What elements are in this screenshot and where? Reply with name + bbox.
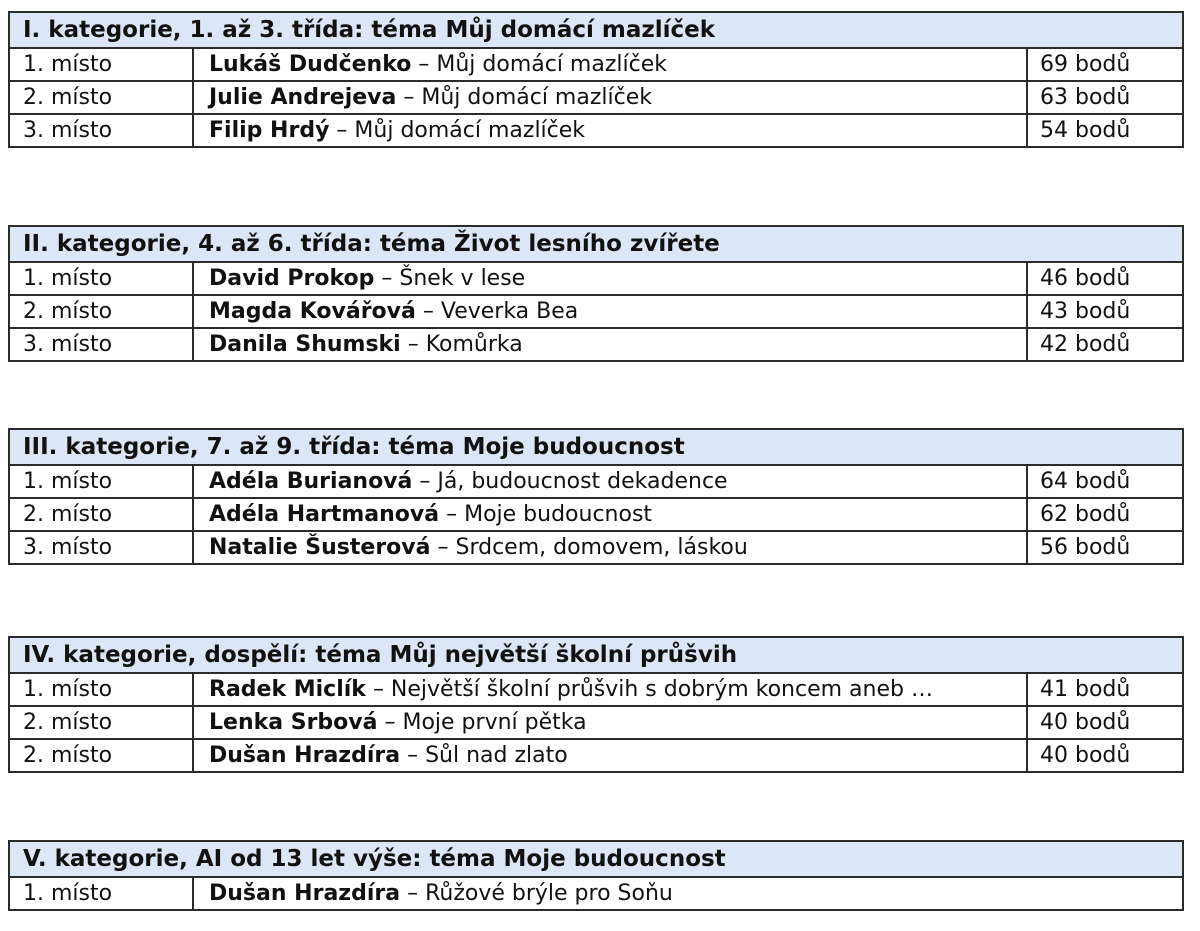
author-name: Adéla Burianová [209, 469, 413, 494]
entry-cell [193, 739, 1027, 772]
place-cell: 2. místo [9, 295, 193, 328]
work-title: – Moje budoucnost [446, 502, 653, 527]
place-cell: 2. místo [9, 498, 193, 531]
result-row [9, 877, 1183, 910]
author-name: Magda Kovářová [209, 299, 416, 324]
entry-cell [193, 498, 1027, 531]
entry-cell [193, 465, 1027, 498]
points-cell: 54 bodů [1027, 114, 1183, 147]
category-table-4 [8, 636, 1184, 773]
work-title: – Srdcem, domovem, láskou [437, 535, 748, 560]
entry-cell [193, 877, 1183, 910]
work-title: – Můj domácí mazlíček [403, 85, 652, 110]
entry-cell [193, 295, 1027, 328]
points-cell: 64 bodů [1027, 465, 1183, 498]
author-name: Danila Shumski [209, 332, 401, 357]
author-name: Adéla Hartmanová [209, 502, 440, 527]
result-row [9, 81, 1183, 114]
author-name: Lukáš Dudčenko [209, 52, 412, 77]
place-cell: 2. místo [9, 706, 193, 739]
place-cell: 1. místo [9, 673, 193, 706]
result-row [9, 114, 1183, 147]
result-row [9, 295, 1183, 328]
author-name: Radek Miclík [209, 677, 366, 702]
points-cell: 69 bodů [1027, 48, 1183, 81]
category-table-5 [8, 840, 1184, 911]
place-cell: 3. místo [9, 328, 193, 361]
category-header-row [9, 429, 1183, 465]
author-name: Lenka Srbová [209, 710, 378, 735]
points-cell: 43 bodů [1027, 295, 1183, 328]
points-cell: 46 bodů [1027, 262, 1183, 295]
category-title: I. kategorie, 1. až 3. třída: téma Můj domácí mazlíček [9, 12, 1183, 48]
author-name: Natalie Šusterová [209, 535, 431, 560]
place-cell: 2. místo [9, 739, 193, 772]
entry-cell [193, 81, 1027, 114]
author-name: Julie Andrejeva [209, 85, 397, 110]
result-row [9, 498, 1183, 531]
work-title: – Komůrka [407, 332, 523, 357]
place-cell: 1. místo [9, 48, 193, 81]
entry-cell [193, 262, 1027, 295]
work-title: – Šnek v lese [381, 266, 526, 291]
entry-cell [193, 706, 1027, 739]
result-row [9, 531, 1183, 564]
result-row [9, 262, 1183, 295]
place-cell: 3. místo [9, 531, 193, 564]
work-title: – Můj domácí mazlíček [418, 52, 667, 77]
entry-cell [193, 328, 1027, 361]
category-header-row [9, 841, 1183, 877]
result-row [9, 328, 1183, 361]
author-name: Filip Hrdý [209, 118, 330, 143]
place-cell: 3. místo [9, 114, 193, 147]
category-title: IV. kategorie, dospělí: téma Můj největší školní průšvih [9, 637, 1183, 673]
category-header-row [9, 12, 1183, 48]
points-cell: 42 bodů [1027, 328, 1183, 361]
entry-cell [193, 531, 1027, 564]
points-cell: 41 bodů [1027, 673, 1183, 706]
category-header-row [9, 226, 1183, 262]
points-cell: 40 bodů [1027, 706, 1183, 739]
points-cell: 56 bodů [1027, 531, 1183, 564]
category-title: II. kategorie, 4. až 6. třída: téma Život lesního zvířete [9, 226, 1183, 262]
category-title: V. kategorie, AI od 13 let výše: téma Moje budoucnost [9, 841, 1183, 877]
category-table-3 [8, 428, 1184, 565]
result-row [9, 739, 1183, 772]
category-table-1 [8, 11, 1184, 148]
author-name: Dušan Hrazdíra [209, 881, 401, 906]
work-title: – Já, budoucnost dekadence [419, 469, 728, 494]
author-name: David Prokop [209, 266, 375, 291]
points-cell: 40 bodů [1027, 739, 1183, 772]
work-title: – Růžové brýle pro Soňu [407, 881, 673, 906]
place-cell: 1. místo [9, 262, 193, 295]
entry-cell [193, 48, 1027, 81]
work-title: – Moje první pětka [384, 710, 587, 735]
work-title: – Veverka Bea [422, 299, 579, 324]
place-cell: 2. místo [9, 81, 193, 114]
category-table-2 [8, 225, 1184, 362]
category-header-row [9, 637, 1183, 673]
entry-cell [193, 114, 1027, 147]
author-name: Dušan Hrazdíra [209, 743, 401, 768]
result-row [9, 465, 1183, 498]
work-title: – Největší školní průšvih s dobrým koncem aneb … [372, 677, 933, 702]
entry-cell [193, 673, 1027, 706]
category-title: III. kategorie, 7. až 9. třída: téma Moje budoucnost [9, 429, 1183, 465]
points-cell: 63 bodů [1027, 81, 1183, 114]
work-title: – Sůl nad zlato [407, 743, 568, 768]
points-cell: 62 bodů [1027, 498, 1183, 531]
place-cell: 1. místo [9, 877, 193, 910]
result-row [9, 48, 1183, 81]
place-cell: 1. místo [9, 465, 193, 498]
result-row [9, 706, 1183, 739]
result-row [9, 673, 1183, 706]
work-title: – Můj domácí mazlíček [336, 118, 586, 143]
